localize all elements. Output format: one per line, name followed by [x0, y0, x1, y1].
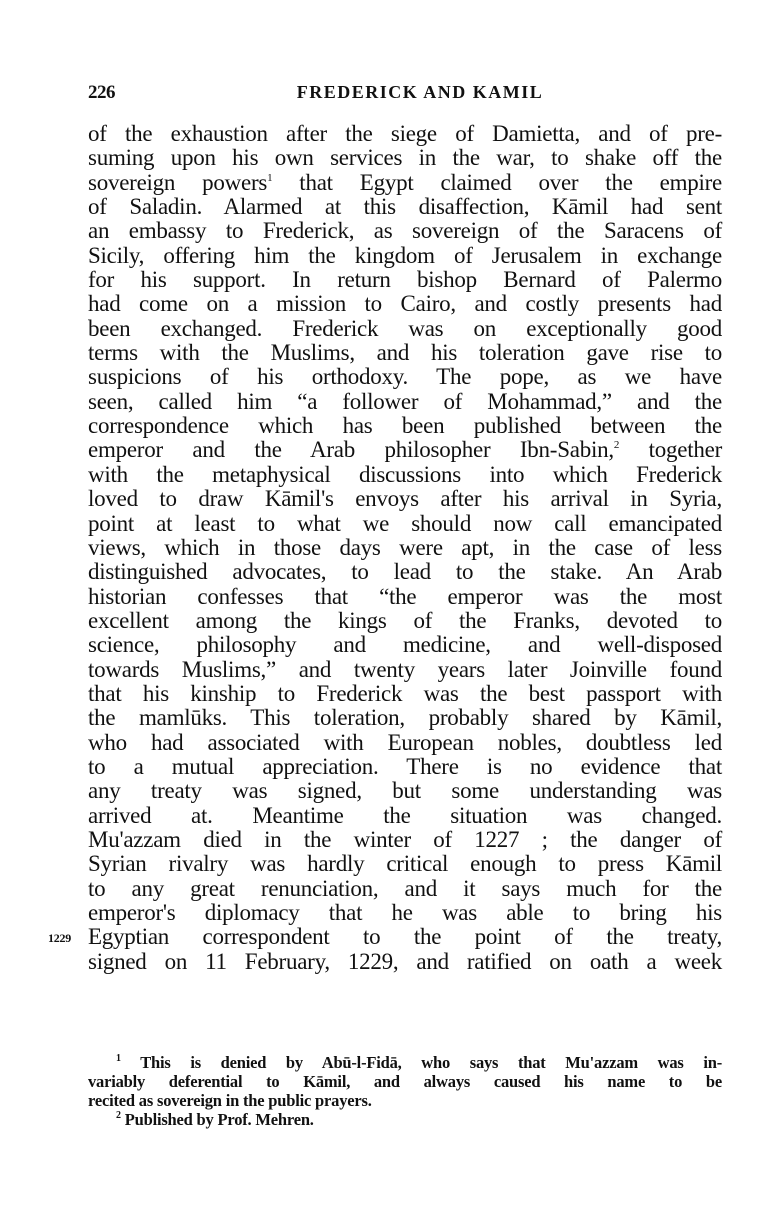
text-segment: that Egypt claimed over the empire	[272, 169, 722, 195]
text-line: emperor's diplomacy that he was able to bring his	[88, 900, 722, 925]
text-line: for his support. In return bishop Bernard of Palermo	[88, 267, 722, 293]
text-line	[48, 924, 722, 950]
text-line	[88, 438, 722, 462]
text-segment: This is denied by Abū-l-Fidā, who says that Mu'azzam was in-	[120, 1053, 722, 1072]
text-line: science, philosophy and medicine, and well-disposed	[88, 632, 722, 658]
running-title: FREDERICK AND KAMIL	[296, 82, 544, 102]
text-segment: sovereign powers	[88, 169, 268, 195]
text-segment: Published by Prof. Mehren.	[120, 1110, 314, 1129]
text-line: signed on 11 February, 1229, and ratified on oath a week	[88, 948, 722, 974]
footnotes	[88, 1053, 722, 1129]
text-line: views, which in those days were apt, in the case of less	[88, 534, 722, 560]
text-line: point at least to what we should now call emancipated	[88, 510, 722, 536]
text-line: that his kinship to Frederick was the best passport with	[88, 680, 722, 706]
text-line: the mamlūks. This toleration, probably shared by Kāmil,	[88, 705, 722, 731]
text-line: Mu'azzam died in the winter of 1227 ; the danger of	[88, 826, 722, 852]
text-line: loved to draw Kāmil's envoys after his arrival in Syria,	[88, 486, 722, 512]
text-line: suspicions of his orthodoxy. The pope, as we have	[88, 364, 722, 390]
text-line: correspondence which has been published between the	[88, 413, 722, 439]
text-line: who had associated with European nobles, doubtless led	[88, 729, 722, 755]
text-line: Syrian rivalry was hardly critical enough to press Kāmil	[88, 851, 722, 877]
text-line: any treaty was signed, but some understanding was	[88, 778, 722, 804]
text-line: an embassy to Frederick, as sovereign of the Saracens of	[88, 218, 722, 244]
text-segment: emperor and the Arab philosopher Ibn-Sabin,	[88, 437, 614, 463]
footnote-1-marker: 1	[116, 1053, 121, 1064]
page-number: 226	[88, 82, 115, 103]
text-line: had come on a mission to Cairo, and costly presents had	[88, 291, 722, 317]
text-segment: Egyptian correspondent to the point of the treaty,	[88, 924, 722, 950]
text-line: arrived at. Meantime the situation was changed.	[88, 802, 722, 828]
text-line: with the metaphysical discussions into which Frederick	[88, 461, 722, 487]
text-segment: together	[619, 437, 722, 463]
footnote-1-line	[88, 1053, 722, 1072]
text-line: excellent among the kings of the Franks, devoted to	[88, 607, 722, 633]
text-line: historian confesses that “the emperor was the most	[88, 583, 722, 609]
text-line: distinguished advocates, to lead to the stake. An Arab	[88, 559, 722, 585]
text-line: towards Muslims,” and twenty years later Joinville found	[88, 656, 722, 682]
footnote-2-line	[88, 1110, 722, 1129]
footnote-ref-1[interactable]: 1	[267, 171, 273, 184]
margin-note-year: 1229	[48, 931, 71, 946]
text-line: to any great renunciation, and it says much for the	[88, 875, 722, 901]
text-line: terms with the Muslims, and his toleration gave rise to	[88, 340, 722, 366]
footnote-ref-2[interactable]: 2	[613, 439, 620, 452]
text-line: of the exhaustion after the siege of Damietta, and of pre-	[88, 121, 722, 146]
text-line: suming upon his own services in the war, to shake off the	[88, 145, 722, 171]
text-line: Sicily, offering him the kingdom of Jerusalem in exchange	[88, 242, 722, 268]
text-line: seen, called him “a follower of Mohammad,” and the	[88, 388, 722, 414]
text-line	[88, 171, 722, 195]
text-line: of Saladin. Alarmed at this disaffection, Kāmil had sent	[88, 194, 722, 220]
footnote-2-marker: 2	[116, 1110, 121, 1121]
text-line: been exchanged. Frederick was on exceptionally good	[88, 315, 722, 341]
footnote-1-line: recited as sovereign in the public prayers.	[88, 1091, 372, 1110]
footnote-1-line: variably deferential to Kāmil, and always caused his name to be	[88, 1072, 722, 1091]
body-text	[48, 121, 722, 974]
running-head	[88, 82, 722, 108]
text-line: to a mutual appreciation. There is no evidence that	[88, 753, 722, 779]
